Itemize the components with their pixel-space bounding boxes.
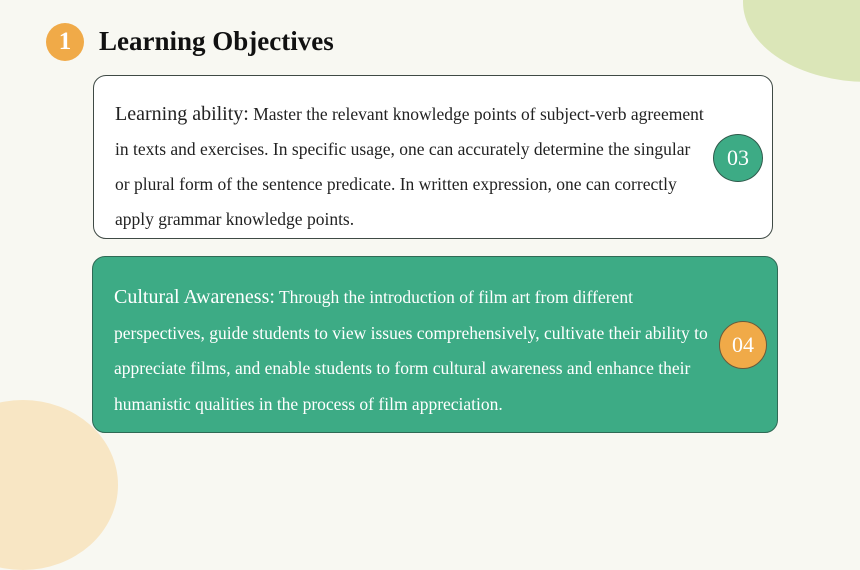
page-title: Learning Objectives [99, 26, 334, 56]
decorative-circle-top-right [743, 0, 860, 82]
objective-number-badge: 04 [719, 321, 767, 369]
objective-number-badge: 03 [713, 134, 763, 182]
objective-label: Learning ability: [115, 103, 249, 125]
objective-description: Through the introduction of film art from different perspectives, guide students to view issues comprehensively, cultivate their ability to appreciate films, and enable students to form cultural awareness and enhance their humanistic qualities in the process of film appreciation. [114, 287, 708, 414]
objective-label: Cultural Awareness: [114, 286, 275, 308]
objective-card-learning-ability [93, 75, 773, 239]
objective-card-cultural-awareness [92, 256, 778, 433]
objective-description: Master the relevant knowledge points of subject-verb agreement in texts and exercises. In specific usage, one can accurately determine the singular or plural form of the sentence predicate. In written expression, one can correctly apply grammar knowledge points. [115, 104, 704, 229]
section-number-badge: 1 [46, 23, 84, 61]
objective-text [115, 97, 705, 237]
objective-text [114, 280, 719, 422]
